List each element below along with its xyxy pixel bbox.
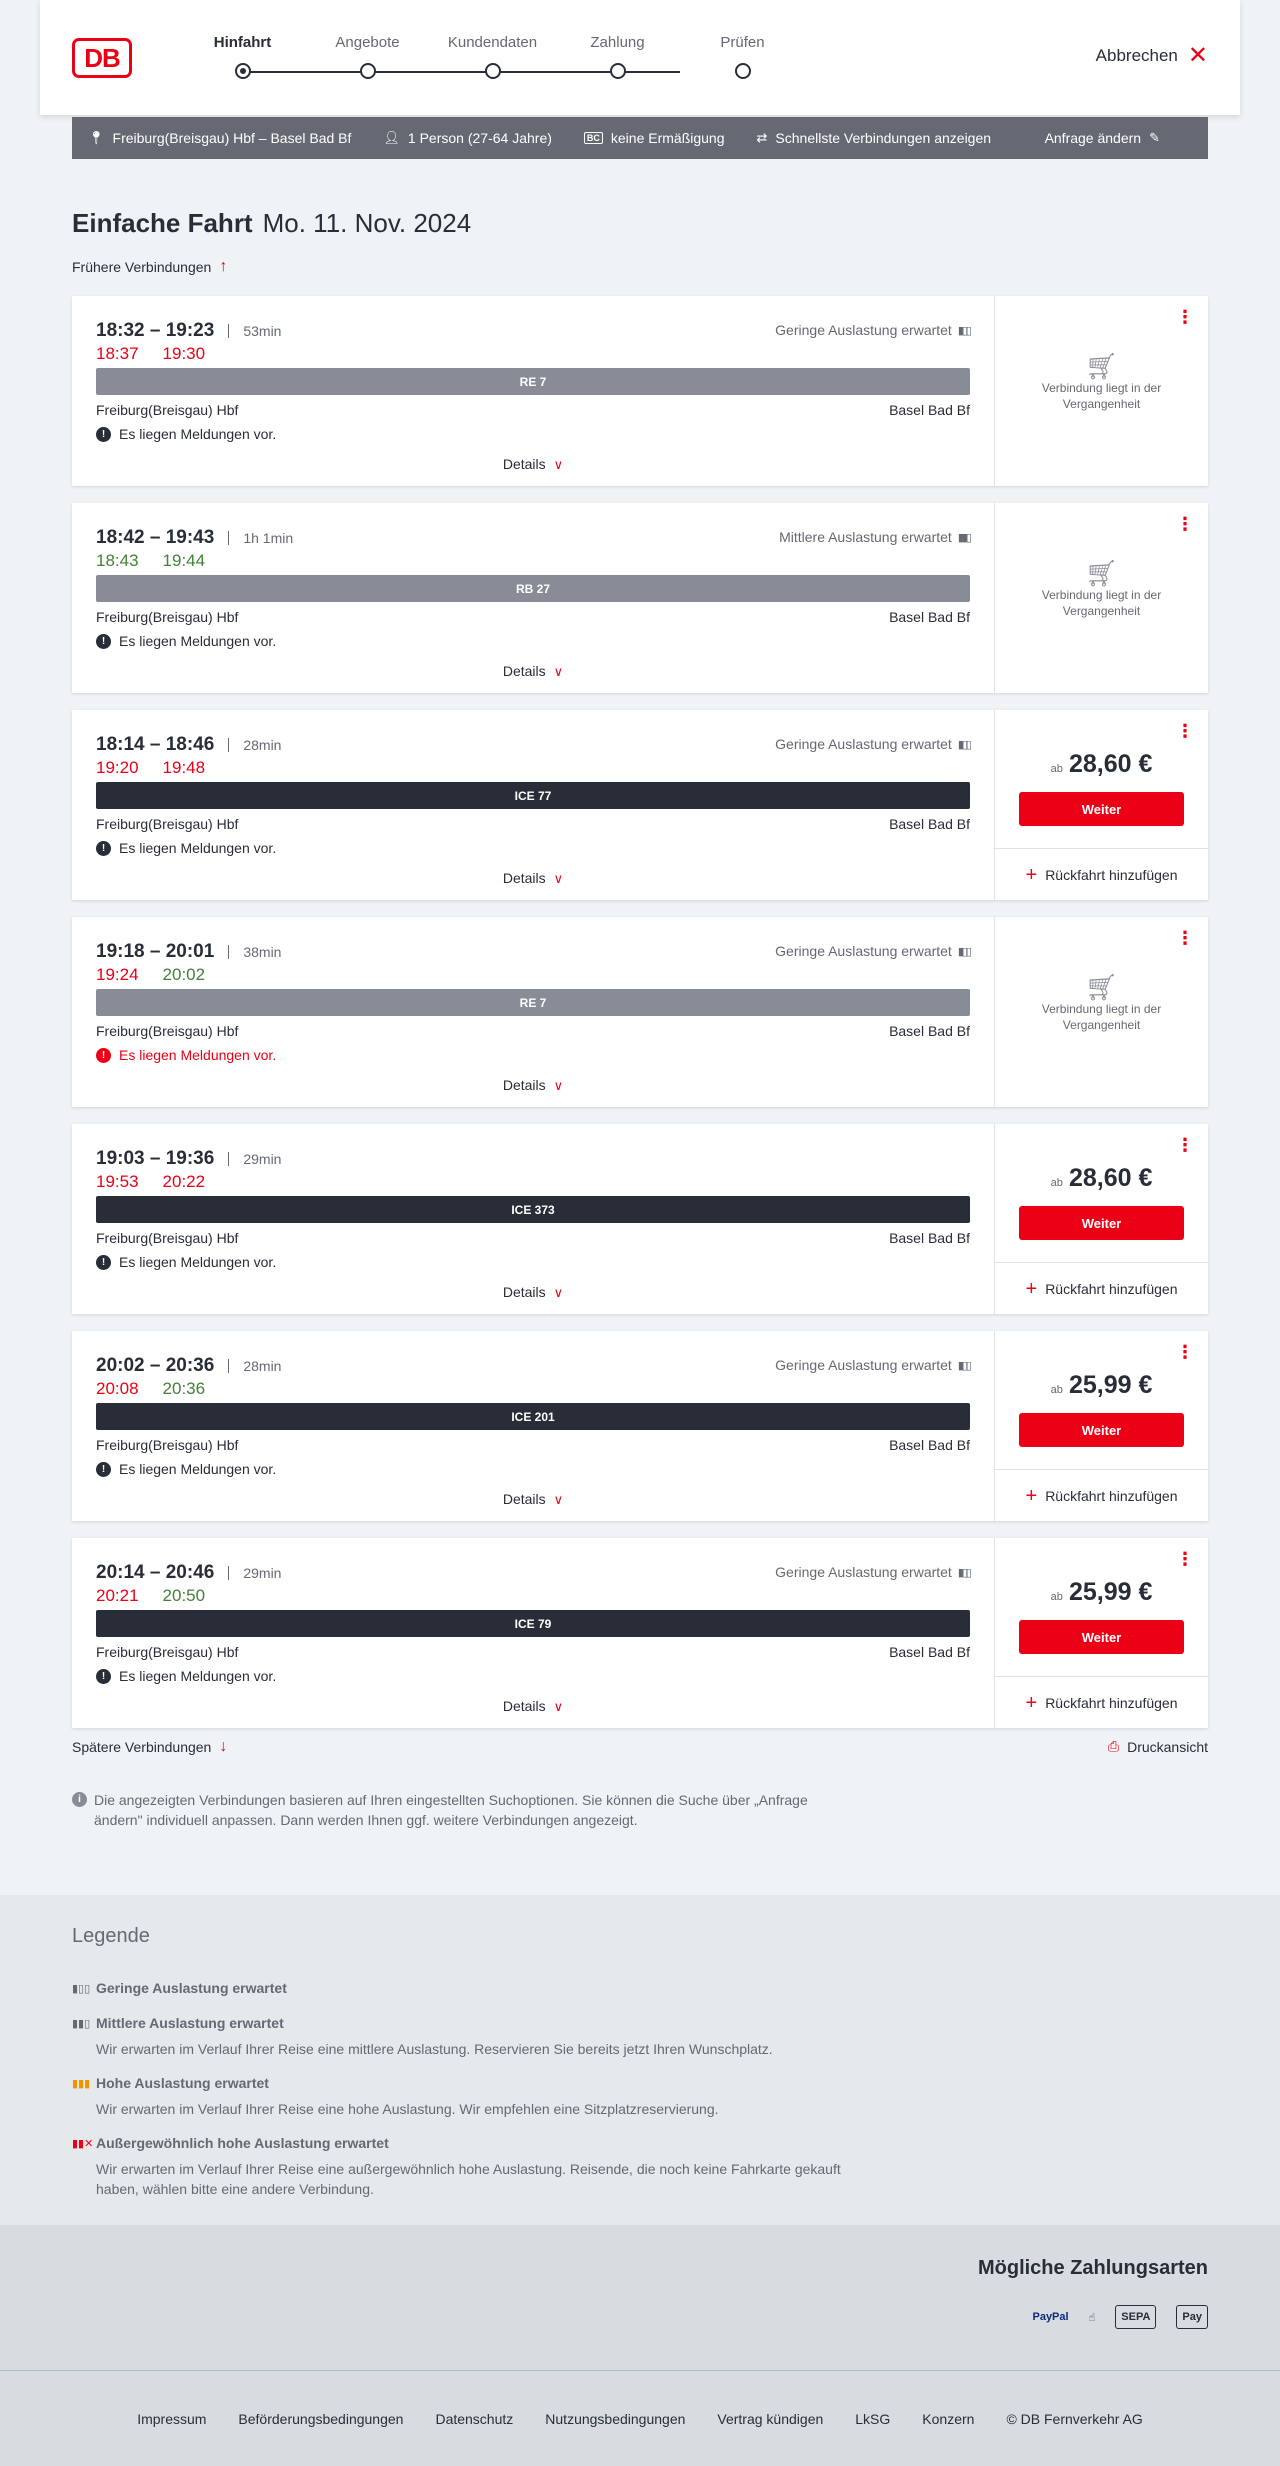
close-icon: ✕ [1187,42,1208,69]
plus-icon: + [1025,863,1038,886]
realtime-times [96,758,205,778]
occupancy-icon: ▮▯▯ [957,324,970,337]
past-connection-note [995,351,1208,412]
connection-info [72,503,994,693]
realtime-departure: 19:20 [96,758,139,777]
step-angebote[interactable] [305,34,430,79]
occupancy-icon: ▮▮▯ [957,531,970,544]
fastest-connections-toggle[interactable] [757,130,992,146]
past-text: Verbindung liegt in der Vergangenheit [1041,381,1162,411]
chevron-down-icon: ∨ [553,1285,564,1300]
messages-notice [96,1461,276,1477]
details-toggle[interactable] [72,1698,994,1715]
messages-text: Es liegen Meldungen vor. [119,840,277,856]
printer-icon: ⎙ [1107,1738,1120,1754]
connection-card [72,296,1208,486]
search-summary-bar [72,117,1208,159]
legend-description: Wir erwarten im Verlauf Ihrer Reise eine außergewöhnlich hohe Auslastung. Reisende, die noch keine Fahrkarte gekauft haben, wählen bitte eine andere Verbindung. [96,2161,841,2197]
paypal-icon: PayPal [1032,2311,1069,2323]
step-label: Kundendaten [447,34,538,51]
train-bar[interactable]: RE 7 [96,368,970,395]
legend-heading: Mittlere Auslastung erwartet [96,2015,284,2031]
realtime-departure: 18:37 [96,344,139,363]
messages-text: Es liegen Meldungen vor. [119,1047,277,1063]
bahncard-icon: BC [584,132,603,144]
pencil-icon: ✎ [1149,130,1160,145]
realtime-times [96,551,205,571]
add-return-trip-button[interactable] [995,1262,1208,1314]
price-value: 25,99 € [1069,1578,1153,1606]
step-pruefen[interactable] [680,34,805,79]
more-options-icon[interactable]: ⋮ [1176,1549,1194,1569]
footer-link[interactable]: LkSG [855,2410,891,2427]
occupancy-indicator [779,529,970,545]
details-toggle[interactable] [72,1077,994,1094]
alert-icon: ! [96,634,111,649]
realtime-times [96,344,205,364]
info-text: Die angezeigten Verbindungen basieren auf Ihren eingestellten Suchoptionen. Sie können die Suche über „Anfrage ändern" individuell anpassen. Dann werden Ihnen ggf. weitere Verbindungen angezeigt. [94,1792,808,1828]
footer-link[interactable]: © DB Fernverkehr AG [1006,2410,1143,2427]
messages-notice [96,633,276,649]
arrival-station: Basel Bad Bf [889,1023,970,1039]
legend-heading: Geringe Auslastung erwartet [96,1980,287,1996]
realtime-departure: 19:24 [96,965,139,984]
cart-unavailable-icon: 🛒︎ [1084,351,1118,381]
connection-info [72,1538,994,1728]
price-prefix: ab [1050,1591,1063,1603]
footer-links [0,2370,1280,2466]
step-dot [235,63,251,79]
arrival-station: Basel Bad Bf [889,1644,970,1660]
chevron-down-icon: ∨ [553,1699,564,1714]
payment-icons [1032,2305,1208,2329]
connection-info [72,917,994,1107]
alert-icon: ! [96,1255,111,1270]
high-occupancy-icon: ▮▮▮ [72,2077,91,2090]
continue-button[interactable]: Weiter [1019,1620,1184,1654]
step-dot [735,63,751,79]
train-bar[interactable]: ICE 77 [96,782,970,809]
price [995,1371,1208,1400]
messages-notice [96,1668,276,1684]
departure-station: Freiburg(Breisgau) Hbf [96,1230,239,1246]
connection-card [72,1538,1208,1728]
connection-card [72,1331,1208,1521]
medium-occupancy-icon: ▮▮▯ [72,2017,91,2030]
time-range: 18:32 – 19:23 [96,320,215,341]
realtime-arrival: 19:44 [162,551,206,570]
discount-summary [584,130,725,146]
departure-station: Freiburg(Breisgau) Hbf [96,609,239,625]
connection-card [72,1124,1208,1314]
occupancy-text: Geringe Auslastung erwartet [775,1357,952,1373]
legend-description: Wir erwarten im Verlauf Ihrer Reise eine mittlere Auslastung. Reservieren Sie bereits jetzt Ihren Wunschplatz. [96,2041,773,2057]
details-label: Details [502,1698,546,1714]
details-label: Details [502,1077,546,1093]
plus-icon: + [1025,1277,1038,1300]
time-range: 18:42 – 19:43 [96,527,215,548]
details-label: Details [502,663,546,679]
messages-notice [96,426,276,442]
messages-text: Es liegen Meldungen vor. [119,633,277,649]
past-connection-note [995,972,1208,1033]
legend-item-low [72,1980,872,1996]
past-text: Verbindung liegt in der Vergangenheit [1041,588,1162,618]
duration: 1h 1min [228,531,293,545]
realtime-departure: 20:21 [96,1586,139,1605]
occupancy-indicator [775,943,970,959]
legend-item-exceptional [72,2135,872,2199]
occupancy-text: Geringe Auslastung erwartet [775,1564,952,1580]
scheduled-times [96,527,293,549]
travel-date: Mo. 11. Nov. 2024 [262,208,472,238]
departure-station: Freiburg(Breisgau) Hbf [96,816,239,832]
duration: 29min [228,1152,281,1166]
occupancy-icon: ▮▯▯ [957,945,970,958]
more-options-icon[interactable]: ⋮ [1176,1342,1194,1362]
exceptional-occupancy-icon: ▮▮✕ [72,2137,94,2150]
realtime-times [96,965,205,985]
occupancy-indicator [775,322,970,338]
train-bar[interactable]: ICE 79 [96,1610,970,1637]
realtime-arrival: 20:50 [162,1586,206,1605]
scheduled-times [96,1355,281,1377]
connection-card [72,503,1208,693]
scheduled-times [96,941,281,963]
continue-button[interactable]: Weiter [1019,792,1184,826]
swap-icon: ⇄ [756,130,768,145]
arrival-station: Basel Bad Bf [889,402,970,418]
scheduled-times [96,734,281,756]
legend-item-high [72,2075,872,2119]
arrival-station: Basel Bad Bf [889,1437,970,1453]
duration: 29min [228,1566,281,1580]
occupancy-icon: ▮▯▯ [957,1359,970,1372]
occupancy-indicator [775,1564,970,1580]
payment-methods-title: Mögliche Zahlungsarten [977,2257,1208,2279]
cancel-label: Abbrechen [1095,46,1178,65]
departure-station: Freiburg(Breisgau) Hbf [96,1437,239,1453]
travellers-text: 1 Person (27-64 Jahre) [407,130,552,146]
messages-notice [96,840,276,856]
step-dot [610,63,626,79]
messages-notice [96,1047,276,1063]
fastest-text: Schnellste Verbindungen anzeigen [775,130,992,146]
plus-icon: + [1025,1691,1038,1714]
time-range: 18:14 – 18:46 [96,734,215,755]
arrow-up-icon: ↑ [219,258,228,275]
offer-panel [994,917,1208,1107]
alert-icon: ! [96,1462,111,1477]
time-range: 20:02 – 20:36 [96,1355,215,1376]
more-options-icon[interactable]: ⋮ [1176,307,1194,327]
time-range: 20:14 – 20:46 [96,1562,215,1583]
connection-card [72,917,1208,1107]
earlier-connections-link[interactable] [72,258,227,276]
occupancy-indicator [775,1357,970,1373]
step-dot [485,63,501,79]
applepay-icon [1176,2305,1208,2329]
step-zahlung[interactable] [555,34,680,79]
return-label: Rückfahrt hinzufügen [1045,1694,1178,1711]
realtime-times [96,1586,205,1606]
arrival-station: Basel Bad Bf [889,816,970,832]
more-options-icon[interactable]: ⋮ [1176,1135,1194,1155]
step-label: Prüfen [720,34,765,51]
change-request-label: Anfrage ändern [1044,130,1142,146]
route-summary [88,130,351,146]
footer-link[interactable]: Impressum [137,2410,207,2427]
arrival-station: Basel Bad Bf [889,1230,970,1246]
train-bar[interactable]: RE 7 [96,989,970,1016]
price-prefix: ab [1050,1384,1063,1396]
occupancy-icon: ▮▯▯ [957,738,970,751]
details-label: Details [502,456,546,472]
booking-header [40,0,1240,115]
connection-info [72,296,994,486]
price-value: 28,60 € [1069,750,1153,778]
occupancy-text: Geringe Auslastung erwartet [775,322,952,338]
details-toggle[interactable] [72,870,994,887]
contactless-card-icon: ☝︎ [1088,2311,1096,2324]
price-value: 25,99 € [1069,1371,1153,1399]
realtime-arrival: 20:36 [162,1379,206,1398]
more-options-icon[interactable]: ⋮ [1176,721,1194,741]
continue-button[interactable]: Weiter [1019,1206,1184,1240]
step-dot [360,63,376,79]
train-bar[interactable]: RB 27 [96,575,970,602]
departure-station: Freiburg(Breisgau) Hbf [96,1023,239,1039]
more-options-icon[interactable]: ⋮ [1176,514,1194,534]
time-range: 19:03 – 19:36 [96,1148,215,1169]
duration: 28min [228,738,281,752]
realtime-departure: 18:43 [96,551,139,570]
location-pin-icon: 📍︎ [88,130,105,145]
realtime-times [96,1379,205,1399]
details-toggle[interactable] [72,456,994,473]
sepa-icon: SEPA [1115,2305,1156,2329]
price-prefix: ab [1050,763,1063,775]
details-toggle[interactable] [72,1491,994,1508]
step-hinfahrt[interactable] [180,34,305,79]
person-icon: 👤︎ [383,130,400,145]
offer-panel [994,1331,1208,1521]
step-label: Zahlung [590,34,645,51]
offer-panel [994,1538,1208,1728]
legend-title: Legende [72,1925,150,1947]
alert-icon: ! [96,841,111,856]
add-return-trip-button[interactable] [995,1676,1208,1728]
legend-item-medium [72,2015,872,2059]
search-info-note [72,1790,852,1830]
plus-icon: + [1025,1484,1038,1507]
legend-heading: Hohe Auslastung erwartet [96,2075,269,2091]
travellers-summary [383,130,551,146]
footer-link[interactable]: Datenschutz [435,2410,514,2427]
details-toggle[interactable] [72,1284,994,1301]
footer-link[interactable]: Nutzungsbedingungen [545,2410,686,2427]
occupancy-indicator [775,736,970,752]
cart-unavailable-icon: 🛒︎ [1084,558,1118,588]
legend-heading: Außergewöhnlich hohe Auslastung erwartet [96,2135,389,2151]
price [995,1164,1208,1193]
chevron-down-icon: ∨ [553,457,564,472]
alert-icon: ! [96,1669,111,1684]
footer-link[interactable]: Konzern [922,2410,975,2427]
applepay-label: Pay [1182,2311,1202,2323]
legend-description: Wir erwarten im Verlauf Ihrer Reise eine hohe Auslastung. Wir empfehlen eine Sitzplatzreservierung. [96,2101,719,2117]
more-options-icon[interactable]: ⋮ [1176,928,1194,948]
duration: 28min [228,1359,281,1373]
print-view-link[interactable] [1108,1738,1208,1755]
chevron-down-icon: ∨ [553,871,564,886]
connection-info [72,1331,994,1521]
low-occupancy-icon: ▮▯▯ [72,1982,91,1995]
messages-text: Es liegen Meldungen vor. [119,1254,277,1270]
return-label: Rückfahrt hinzufügen [1045,866,1178,883]
db-logo[interactable]: DB [72,38,132,78]
past-text: Verbindung liegt in der Vergangenheit [1041,1002,1162,1032]
add-return-trip-button[interactable] [995,1469,1208,1521]
realtime-arrival: 20:22 [162,1172,206,1191]
route-text: Freiburg(Breisgau) Hbf – Basel Bad Bf [112,130,352,146]
connection-info [72,1124,994,1314]
details-label: Details [502,870,546,886]
occupancy-text: Geringe Auslastung erwartet [775,736,952,752]
legend-section [0,1895,1280,2225]
duration: 53min [228,324,281,338]
cancel-button[interactable] [1095,42,1208,69]
chevron-down-icon: ∨ [553,664,564,679]
cart-unavailable-icon: 🛒︎ [1084,972,1118,1002]
step-label: Hinfahrt [213,34,272,51]
details-label: Details [502,1284,546,1300]
occupancy-text: Mittlere Auslastung erwartet [779,529,952,545]
payment-methods-section [0,2225,1280,2370]
connection-card [72,710,1208,900]
trip-type: Einfache Fahrt [72,208,253,238]
departure-station: Freiburg(Breisgau) Hbf [96,402,239,418]
info-icon: i [72,1792,87,1807]
price-prefix: ab [1050,1177,1063,1189]
realtime-arrival: 19:30 [162,344,206,363]
price [995,750,1208,779]
messages-notice [96,1254,276,1270]
chevron-down-icon: ∨ [553,1492,564,1507]
scheduled-times [96,320,281,342]
scheduled-times [96,1148,281,1170]
realtime-departure: 20:08 [96,1379,139,1398]
return-label: Rückfahrt hinzufügen [1045,1280,1178,1297]
price [995,1578,1208,1607]
earlier-label: Frühere Verbindungen [72,259,212,275]
realtime-arrival: 20:02 [162,965,206,984]
offer-panel [994,1124,1208,1314]
realtime-arrival: 19:48 [162,758,206,777]
messages-text: Es liegen Meldungen vor. [119,1461,277,1477]
past-connection-note [995,558,1208,619]
chevron-down-icon: ∨ [553,1078,564,1093]
connection-info [72,710,994,900]
arrow-down-icon: ↓ [219,1738,228,1755]
step-kundendaten[interactable] [430,34,555,79]
offer-panel [994,503,1208,693]
messages-text: Es liegen Meldungen vor. [119,426,277,442]
offer-panel [994,296,1208,486]
realtime-times [96,1172,205,1192]
offer-panel [994,710,1208,900]
arrival-station: Basel Bad Bf [889,609,970,625]
departure-station: Freiburg(Breisgau) Hbf [96,1644,239,1660]
progress-steps [180,34,765,84]
alert-icon: ! [96,427,111,442]
train-bar[interactable]: ICE 201 [96,1403,970,1430]
scheduled-times [96,1562,281,1584]
change-request-button[interactable] [1045,130,1160,146]
continue-button[interactable]: Weiter [1019,1413,1184,1447]
occupancy-icon: ▮▯▯ [957,1566,970,1579]
return-label: Rückfahrt hinzufügen [1045,1487,1178,1504]
discount-text: keine Ermäßigung [610,130,725,146]
footer-link[interactable]: Vertrag kündigen [717,2410,824,2427]
duration: 38min [228,945,281,959]
later-label: Spätere Verbindungen [72,1739,212,1755]
later-connections-link[interactable] [72,1738,227,1756]
time-range: 19:18 – 20:01 [96,941,215,962]
print-label: Druckansicht [1127,1738,1208,1755]
details-label: Details [502,1491,546,1507]
page-title [72,208,471,239]
step-label: Angebote [335,34,400,51]
realtime-departure: 19:53 [96,1172,139,1191]
occupancy-text: Geringe Auslastung erwartet [775,943,952,959]
footer-link[interactable]: Beförderungsbedingungen [238,2410,404,2427]
details-toggle[interactable] [72,663,994,680]
train-bar[interactable]: ICE 373 [96,1196,970,1223]
messages-text: Es liegen Meldungen vor. [119,1668,277,1684]
add-return-trip-button[interactable] [995,848,1208,900]
alert-icon: ! [96,1048,111,1063]
price-value: 28,60 € [1069,1164,1153,1192]
